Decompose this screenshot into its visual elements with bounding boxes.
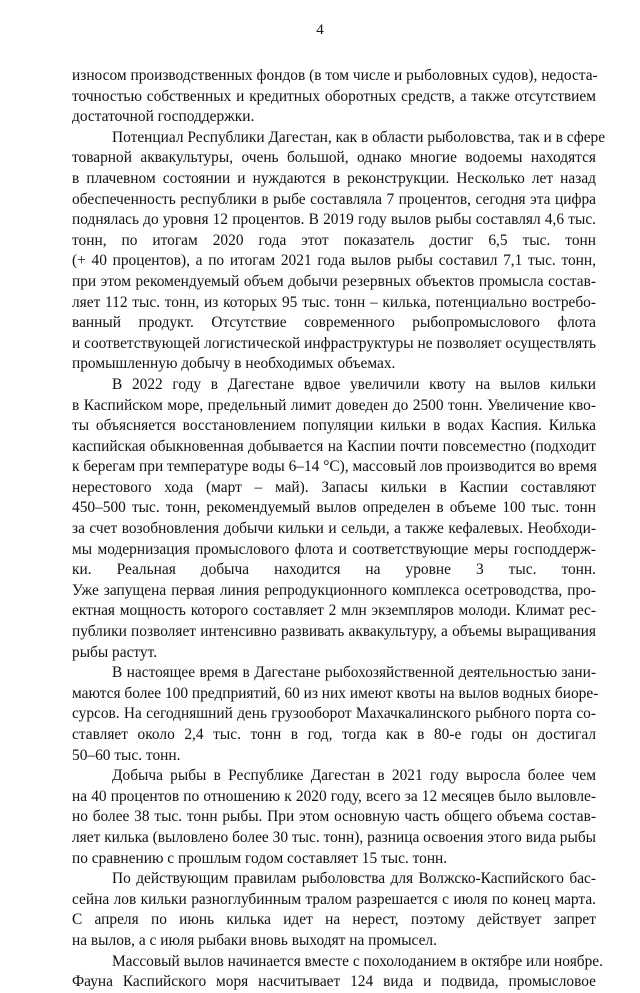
text-line: в Каспийском море, предельный лимит доведен до 2500 тонн. Увеличение кво- — [72, 396, 596, 414]
text-line: обеспеченность республики в рыбе составляла 7 процентов, сегодня эта цифра — [72, 190, 596, 208]
text-line: Потенциал Республики Дагестан, как в области рыболовства, так и в сфере — [112, 128, 606, 146]
text-line: но более 38 тыс. тонн рыбы. При этом основную часть общего объема состав- — [72, 808, 596, 826]
text-line: при этом рекомендуемый объем добычи резервных объектов промысла состав- — [72, 272, 596, 290]
text-line: 50–60 тыс. тонн. — [72, 746, 181, 764]
text-line: товарной аквакультуры, очень большой, однако многие водоемы находятся — [72, 149, 596, 167]
body-text — [72, 66, 606, 993]
text-line: по сравнению с прошлым годом составляет 15 тыс. тонн. — [72, 849, 448, 867]
text-line: каспийская обыкновенная добывается на Каспии почти повсеместно (подходит — [72, 437, 596, 455]
text-line: и соответствующей логистической инфраструктуры не позволяет осуществлять — [72, 334, 596, 352]
text-line: По действующим правилам рыболовства для Волжско-Каспийского бас- — [112, 870, 596, 888]
text-line: за счет возобновления добычи кильки и сельди, а также кефалевых. Необходи- — [72, 520, 596, 538]
text-line: Массовый вылов начинается вместе с похолоданием в октябре или ноябре. — [112, 952, 603, 970]
text-line: В настоящее время в Дагестане рыбохозяйственной деятельностью зани- — [112, 664, 596, 682]
text-line: ляет 112 тыс. тонн, из которых 95 тыс. тонн – килька, потенциально востребо- — [72, 293, 596, 311]
text-line: В 2022 году в Дагестане вдвое увеличили квоту на вылов кильки — [112, 375, 596, 393]
text-line: ектная мощность которого составляет 2 млн экземпляров молоди. Климат рес- — [72, 602, 596, 620]
text-line: к берегам при температуре воды 6–14 °С), массовый лов производится во время — [72, 458, 597, 476]
text-line: публики позволяет интенсивно развивать аквакультуру, а объемы выращивания — [72, 623, 596, 641]
text-line: в плачевном состоянии и нуждаются в реконструкции. Несколько лет назад — [72, 169, 596, 187]
text-line: ты объясняется восстановлением популяции кильки в водах Каспия. Килька — [72, 417, 596, 435]
text-line: достаточной господдержки. — [72, 108, 255, 126]
text-line: Добыча рыбы в Республике Дагестан в 2021 году выросла более чем — [112, 767, 596, 785]
text-line: на 40 процентов по отношению к 2020 году, всего за 12 месяцев было выловле- — [72, 787, 596, 805]
text-line: ставляет около 2,4 тыс. тонн в год, тогда как в 80-е годы он достигал — [72, 726, 596, 743]
text-line: ки. Реальная добыча находится на уровне 3 тыс. тонн. — [72, 561, 596, 579]
text-line: мы модернизация промыслового флота и соответствующие меры господдерж- — [72, 540, 596, 558]
text-line: нерестового хода (март – май). Запасы кильки в Каспии составляют — [72, 478, 596, 496]
text-line: 450–500 тыс. тонн, рекомендуемый вылов определен в объеме 100 тыс. тонн — [72, 499, 596, 517]
text-line: сейна лов кильки разноглубинным тралом разрешается с июля по конец марта. — [72, 890, 596, 908]
text-line: С апреля по июнь килька идет на нерест, поэтому действует запрет — [72, 911, 596, 929]
text-line: ляет килька (выловлено более 30 тыс. тонн), разница освоения этого вида рыбы — [72, 828, 596, 846]
text-line: износом производственных фондов (в том числе и рыболовных судов), недоста- — [72, 67, 598, 84]
text-line: на вылов, а с июля рыбаки вновь выходят на промысел. — [72, 931, 437, 949]
text-line: сурсов. На сегодняшний день грузооборот Махачкалинского рыбного порта со- — [72, 705, 596, 723]
text-line: точностью собственных и кредитных оборотных средств, а также отсутствием — [72, 87, 596, 105]
text-line: ванный продукт. Отсутствие современного рыбопромыслового флота — [72, 314, 596, 332]
text-line: маются более 100 предприятий, 60 из них имеют квоты на вылов водных биоре- — [72, 684, 599, 702]
page-number: 4 — [316, 22, 324, 38]
text-line: рыбы растут. — [72, 643, 158, 661]
text-line: промышленную добычу в необходимых объемах. — [72, 355, 396, 373]
text-line: Фауна Каспийского моря насчитывает 124 вида и подвида, промысловое — [72, 973, 596, 991]
text-line: Уже запущена первая линия репродукционного комплекса осетроводства, про- — [72, 581, 596, 599]
text-line: тонн, по итогам 2020 года этот показатель достиг 6,5 тыс. тонн — [72, 231, 596, 249]
text-line: поднялась до уровня 12 процентов. В 2019 году вылов рыбы составлял 4,6 тыс. — [72, 211, 596, 229]
text-line: (+ 40 процентов), а по итогам 2021 года вылов рыбы составил 7,1 тыс. тонн, — [72, 252, 596, 270]
